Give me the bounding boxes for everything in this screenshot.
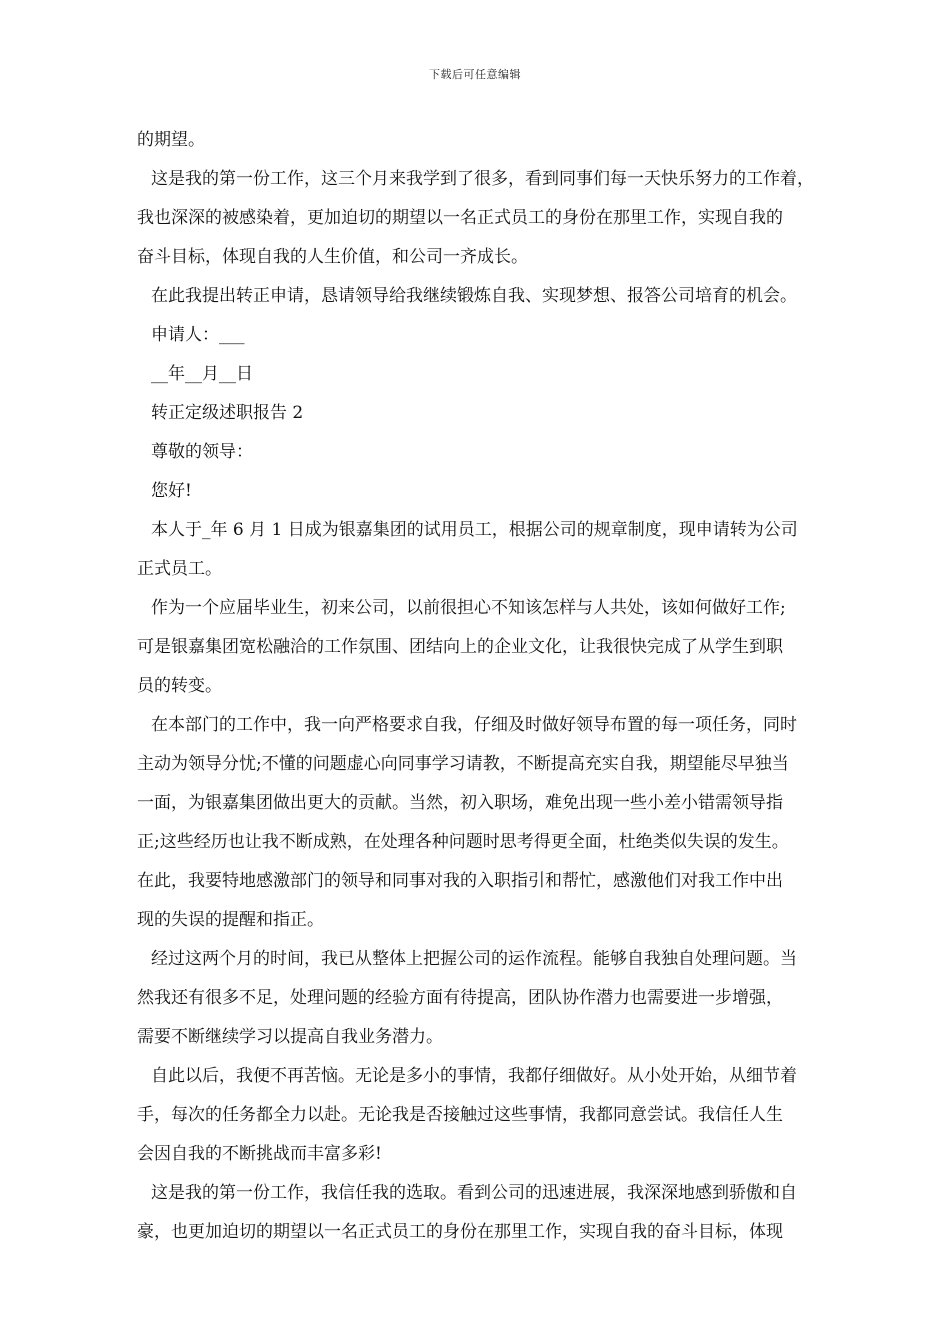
text-line: 奋斗目标，体现自我的人生价值，和公司一齐成长。: [137, 247, 528, 267]
section-title: 转正定级述职报告 2: [151, 403, 304, 423]
salutation: 尊敬的领导：: [151, 442, 253, 462]
text-line: 申请人：___: [151, 325, 245, 345]
text-line: __年__月__日: [151, 364, 253, 384]
text-line: 这是我的第一份工作，我信任我的选取。看到公司的迅速进展，我深深地感到骄傲和自: [151, 1183, 797, 1203]
text-line: 豪，也更加迫切的期望以一名正式员工的身份在那里工作，实现自我的奋斗目标，体现: [137, 1222, 783, 1242]
text-line: 然我还有很多不足，处理问题的经验方面有待提高，团队协作潜力也需要进一步增强，: [137, 988, 783, 1008]
page-header: 下载后可任意编辑: [429, 68, 521, 81]
text-line: 的期望。: [137, 130, 205, 150]
text-line: 一面，为银嘉集团做出更大的贡献。当然，初入职场，难免出现一些小差小错需领导指: [137, 793, 783, 813]
text-line: 在此，我要特地感激部门的领导和同事对我的入职指引和帮忙，感激他们对我工作中出: [137, 871, 783, 891]
text-line: 自此以后，我便不再苦恼。无论是多小的事情，我都仔细做好。从小处开始，从细节着: [151, 1066, 797, 1086]
text-line: 手，每次的任务都全力以赴。无论我是否接触过这些事情，我都同意尝试。我信任人生: [137, 1105, 783, 1125]
greeting: 您好!: [151, 481, 192, 501]
document-body: [137, 121, 887, 1252]
text-line: 正式员工。: [137, 559, 222, 579]
text-line: 员的转变。: [137, 676, 222, 696]
text-line: 在此我提出转正申请，恳请领导给我继续锻炼自我、实现梦想、报答公司培育的机会。: [151, 286, 797, 306]
text-line: 这是我的第一份工作，这三个月来我学到了很多，看到同事们每一天快乐努力的工作着，: [151, 169, 814, 189]
text-line: 需要不断继续学习以提高自我业务潜力。: [137, 1027, 443, 1047]
text-line: 在本部门的工作中，我一向严格要求自我，仔细及时做好领导布置的每一项任务，同时: [151, 715, 797, 735]
text-line: 可是银嘉集团宽松融洽的工作氛围、团结向上的企业文化，让我很快完成了从学生到职: [137, 637, 783, 657]
text-line: 主动为领导分忧;不懂的问题虚心向同事学习请教，不断提高充实自我，期望能尽早独当: [137, 754, 789, 774]
text-line: 我也深深的被感染着，更加迫切的期望以一名正式员工的身份在那里工作，实现自我的: [137, 208, 783, 228]
text-line: 会因自我的不断挑战而丰富多彩!: [137, 1144, 382, 1164]
text-line: 正;这些经历也让我不断成熟，在处理各种问题时思考得更全面，杜绝类似失误的发生。: [137, 832, 789, 852]
text-line: 经过这两个月的时间，我已从整体上把握公司的运作流程。能够自我独自处理问题。当: [151, 949, 797, 969]
text-line: 本人于_年 6 月 1 日成为银嘉集团的试用员工，根据公司的规章制度，现申请转为公司: [151, 520, 798, 540]
text-line: 作为一个应届毕业生，初来公司，以前很担心不知该怎样与人共处，该如何做好工作;: [151, 598, 786, 618]
text-line: 现的失误的提醒和指正。: [137, 910, 324, 930]
